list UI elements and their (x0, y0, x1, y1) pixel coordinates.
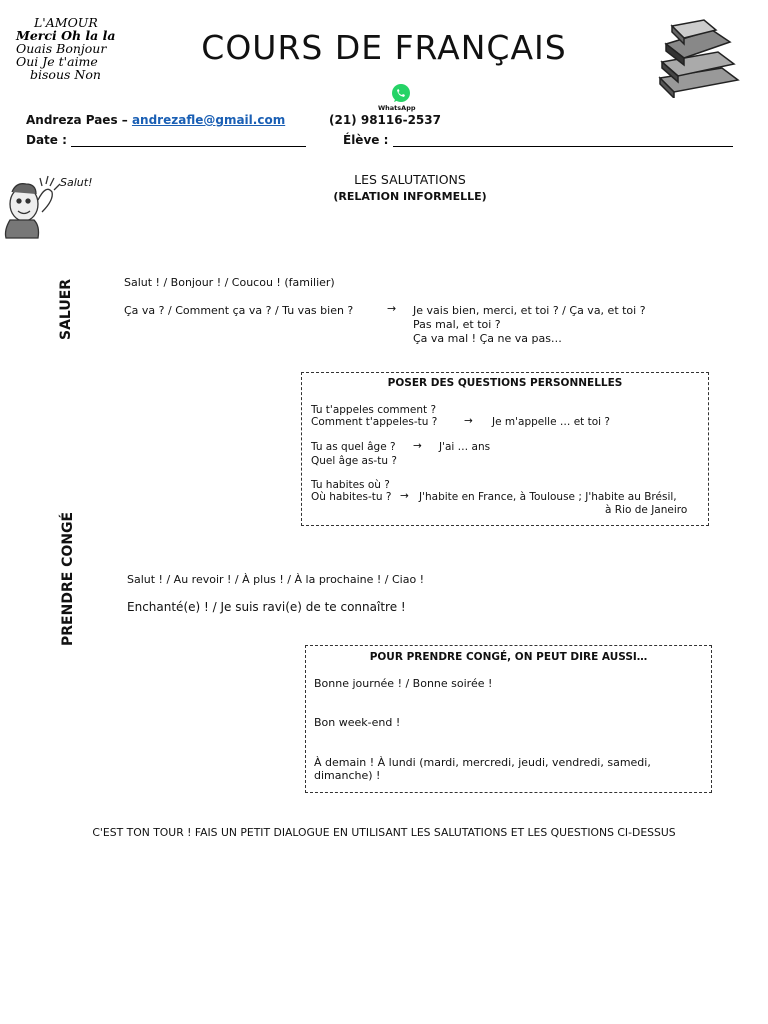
date-line[interactable] (71, 134, 306, 147)
conge-item: Bon week-end ! (314, 716, 401, 729)
page-title: COURS DE FRANÇAIS (201, 28, 567, 67)
section-title: LES SALUTATIONS (354, 172, 466, 187)
prendre-line2: Enchanté(e) ! / Je suis ravi(e) de te connaître ! (127, 600, 406, 614)
student-label: Élève : (343, 133, 389, 147)
logo-word: L'AMOUR (34, 15, 98, 30)
arrow-icon: → (400, 490, 409, 502)
questions-box-title: POSER DES QUESTIONS PERSONNELLES (387, 377, 623, 389)
email-link[interactable]: andrezafle@gmail.com (131, 113, 286, 127)
answer-item: Je m'appelle … et toi ? (492, 416, 610, 428)
teacher-name: Andreza Paes – (26, 113, 128, 127)
logo-word: Oui Je t'aime (16, 54, 98, 69)
arrow-icon: → (464, 415, 473, 427)
whatsapp-icon (388, 83, 414, 105)
saluer-line1: Salut ! / Bonjour ! / Coucou ! (familier) (124, 276, 335, 289)
saluer-answer: Pas mal, et toi ? (413, 318, 501, 331)
books-icon (652, 18, 742, 98)
question-item: Où habites-tu ? (311, 491, 392, 503)
date-field (26, 133, 306, 147)
logo-word: Merci Oh la la (16, 28, 116, 43)
arrow-icon: → (413, 440, 422, 452)
footer-instruction: C'EST TON TOUR ! FAIS UN PETIT DIALOGUE EN UTILISANT LES SALUTATIONS ET LES QUESTIONS CI-DESSUS (92, 826, 676, 839)
logo-word: Ouais Bonjour (16, 41, 107, 56)
question-item: Tu as quel âge ? (311, 441, 396, 453)
saluer-answer: Ça va mal ! Ça ne va pas… (413, 332, 562, 345)
student-line[interactable] (393, 134, 733, 147)
question-item: Comment t'appeles-tu ? (311, 416, 438, 428)
question-item: Tu t'appeles comment ? (311, 404, 437, 416)
saluer-label: SALUER (58, 278, 74, 340)
answer-item: J'ai … ans (439, 441, 491, 453)
conge-item: Bonne journée ! / Bonne soirée ! (314, 677, 493, 690)
conge-item: dimanche) ! (314, 769, 381, 782)
logo-word: bisous Non (30, 67, 101, 82)
saluer-question: Ça va ? / Comment ça va ? / Tu vas bien ? (124, 304, 354, 317)
student-field (343, 133, 733, 147)
prendre-line1: Salut ! / Au revoir ! / À plus ! / À la prochaine ! / Ciao ! (127, 573, 425, 586)
phone-number: (21) 98116-2537 (329, 113, 441, 127)
prendre-conge-label: PRENDRE CONGÉ (60, 511, 76, 646)
whatsapp-label: WhatsApp (378, 104, 416, 112)
answer-item: J'habite en France, à Toulouse ; J'habite au Brésil, (419, 491, 677, 503)
saluer-answer: Je vais bien, merci, et toi ? / Ça va, et toi ? (413, 304, 646, 317)
answer-item: à Rio de Janeiro (605, 504, 688, 516)
date-label: Date : (26, 133, 67, 147)
conge-box-title: POUR PRENDRE CONGÉ, ON PEUT DIRE AUSSI… (369, 651, 648, 663)
cartoon-text: Salut! (60, 176, 93, 189)
section-subtitle: (RELATION INFORMELLE) (333, 190, 487, 203)
conge-item: À demain ! À lundi (mardi, mercredi, jeudi, vendredi, samedi, (314, 756, 651, 769)
question-item: Tu habites où ? (311, 479, 390, 491)
question-item: Quel âge as-tu ? (311, 455, 397, 467)
teacher-contact (26, 113, 285, 127)
arrow-icon: → (387, 302, 397, 315)
